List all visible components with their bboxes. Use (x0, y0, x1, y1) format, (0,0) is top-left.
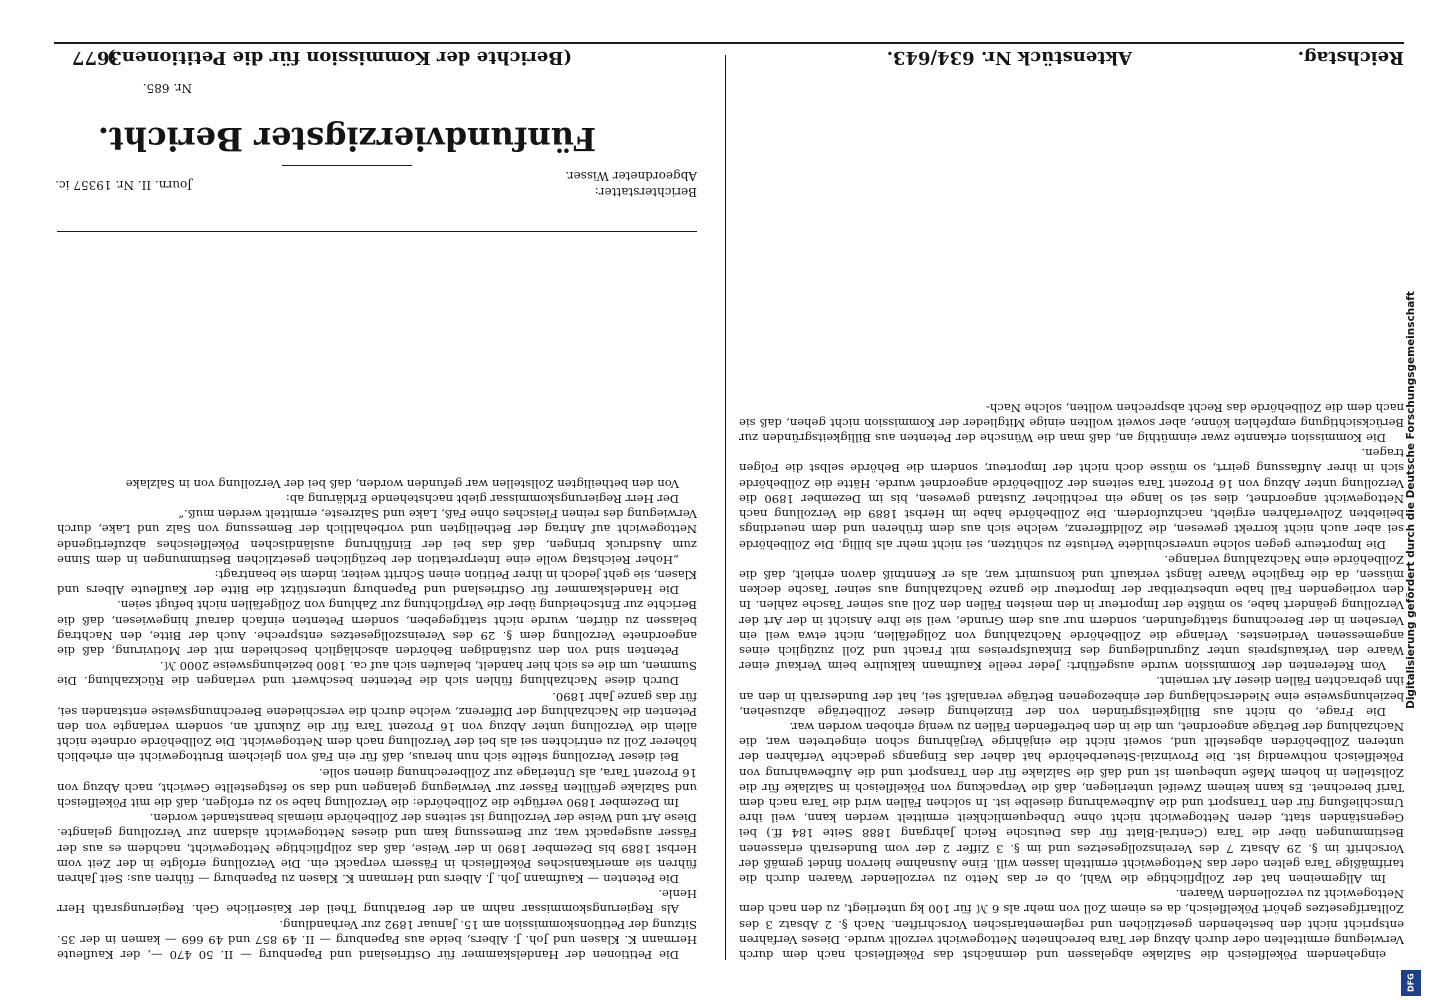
paragraph: eingehendem Pökelfleisch die Salzlake abgelassen und demnächst das Pökelfleisch nach dem durch Verwiegung ermittelten oder durch Abzug der Tara berechneten Nettogewicht verzollt wurde. Dieses Verfahren entspricht nicht den bestehenden gesetzlichen und reglementarischen Vorschriften. Nach §. 2 Absatz 3 des Zolltarifgesetzes gehört Pökelfleisch, da es einem Zoll von mehr als 6 ℳ für 100 kg unterliegt, zu den nach dem Nettogewicht zu verzollenden Waaren. (739, 887, 1404, 962)
article-title: Fünfundvierzigster Bericht. (97, 120, 597, 158)
credit-text: Digitalisierung gefördert durch die Deutsche Forschungsgemeinschaft (1405, 291, 1417, 709)
paragraph: Durch diese Nachzahlung fühlen sich die Petenten beschwert und verlangen die Rückzahlung. Die Summen, um die es sich hier handelt, belaufen sich auf ca. 1800 beziehungsweise 2000 ℳ. (57, 659, 697, 689)
title-rule (282, 165, 412, 166)
header-left: Reichstag. (1297, 47, 1404, 68)
reporter-rule (57, 231, 697, 232)
paragraph: Der Herr Regierungskommissar giebt nachstehende Erklärung ab: (285, 491, 679, 506)
header-rule (54, 42, 1404, 44)
paragraph: Im Allgemeinen hat der Zollpflichtige die Wahl, ob er das Netto zu verzollender Waaren durch die tarifmäßige Tara gelten oder das Nettogewicht ermitteln lassen will. Eine Ausnahme hiervon findet gemäß der Vorschrift im §. 29 Absatz 7 des Vereinszollgesetzes und im §. 3 Ziffer 2 der vom Bundesrath erlassenen Bestimmungen über die Tara (Central-Blatt für das Deutsche Reich Jahrgang 1888 Seite 184 ff.) bei Gegenständen statt, deren Nettogewicht nicht ohne Unbequemlichkeit ermittelt werden kann, weil ihre Umschließung für den Transport und die Aufbewahrung dieselbe ist. In solchen Fällen wird die Tara nach dem Tarif berechnet. Es kann keinem Zweifel unterliegen, daß die Verpackung von Pökelfleisch in Salzlake für die Zollstellen in hohem Maße unbequem ist und daß die Salzlake für den Transport und die Aufbewahrung von Pökelfleisch nothwendig ist. Die Provinzial-Steuerbehörde hat daher das Eingangs gedachte Verfahren der unteren Zollbehörden abgestellt und, soweit nicht die einjährige Verjährung schon eingetreten war, die Nachzahlung der Beträge angeordnet, um die in den betreffenden Fällen zu wenig erhoben worden war. (739, 719, 1404, 886)
digitization-credit (1399, 4, 1423, 996)
paragraph: Die Importeure gegen solche unverschuldete Verluste zu schützen, sei nicht mehr als billig. Die Zollbehörde sei aber auch nicht korrekt gewesen, die Zolldifferenz, welche sich aus dem früheren und dem neuerdings beliebten Zollverfahren ergiebt, nachzufordern. Die Zollbehörde habe im Herbst 1889 die Verzollung nach Nettogewicht angeordnet, dies sei so lange ein rechtlicher Zustand gewesen, bis im Dezember 1890 die Verzollung unter Abzug von 16 Prozent Tara seitens der Zollbehörde angeordnet wurde. Hätte die Zollbehörde sich in ihrer Auffassung geirrt, so müsse doch nicht der Importeur, sondern die Behörde selbst die Folgen tragen. (739, 446, 1404, 552)
paragraph: Vom Referenten der Kommission wurde ausgeführt: Jeder reelle Kaufmann kalkulire beim Verkauf einer Waare den Verkaufspreis unter Zugrundlegung des Einkaufspreises mit Fracht und Zoll zuzüglich eines angemessenen Verdienstes. Verlange die Zollbehörde Nachzahlung von Zollgefällen, nicht etwa weil ein Versehen in der Berechnung stattgefunden, sondern nur aus dem Grunde, weil sie ihre Ansicht in der Art der Verzollung geändert habe, so müßte der Importeur in den meisten Fällen den Zoll aus seiner Tasche zahlen. In den vorliegenden Fall habe unbestreitbar der Importeur die ganze Nachzahlung aus seiner Tasche decken müssen, da die fragliche Waare längst verkauft und konsumirt war, als er Kenntniß davon erhielt, daß die Zollbehörde eine Nachzahlung verlange. (739, 552, 1404, 674)
reporter-label: Berichterstatter: (594, 185, 697, 199)
paragraph: Die Petitionen der Handelskammer für Ostfriesland und Papenburg — II. 50 470 —, der Kaufleute Hermann K. Klasen und Joh. J. Albers, beide aus Papenburg — II. 49 857 und 49 669 — kamen in der 35. Sitzung der Petitionskommission am 15. Januar 1892 zur Verhandlung. (57, 917, 697, 962)
header-right: (Berichte der Kommission für die Petitionen.) (107, 47, 572, 68)
paragraph: Die Petenten — Kaufmann Joh. J. Albers und Hermann K. Klasen zu Papenburg — führen aus: Seit Jahren führen sie amerikanisches Pökelfleisch in Fässern verpackt ein. Die Verzollung erfolgte in der Zeit vom Herbst 1889 bis Dezember 1890 in der Weise, daß das zollpflichtige Nettogewicht, nachdem es aus der Fässer ausgepackt war, zur Bemessung kam und dieses Nettogewicht alsdann zur Verzollung gelangte. Diese Art und Weise der Verzollung ist seitens der Zollbehörde niemals beanstandet worden. (57, 811, 697, 886)
paragraph: Als Regierungskommissar nahm an der Berathung Theil der Kaiserliche Geh. Regierungsrath Herr Henle. (57, 887, 697, 917)
left-column-text (57, 240, 697, 962)
journal-reference: Journ. II. Nr. 19357 ic. (55, 178, 192, 192)
paragraph: Die Frage, ob nicht aus Billigkeitsgründen von der Einziehung dieser Zollbeträge abzusehen, beziehungsweise eine Niederschlagung der einbezogenen Beträge veranlaßt sei, hat der Bundesrath in den an ihn gebrachten Fällen dieser Art verneint. (739, 674, 1404, 719)
paragraph: Im Dezember 1890 verfügte die Zollbehörde: die Verzollung habe so zu erfolgen, daß die mit Pökelfleisch und Salzlake gefüllten Fässer zur Verwiegung gelangen und das so festgestellte Gewicht, nach Abzug von 16 Prozent Tara, als Unterlage zur Zollberechnung dienen solle. (57, 765, 697, 810)
column-divider (725, 55, 726, 960)
paragraph: Die Kommission erkannte zwar einmüthig an, daß man die Wünsche der Petenten aus Billigkeitsgründen zur Berücksichtigung empfehlen könne, aber soweit wollten einige Mitglieder der Kommission nicht gehen, daß sie nach dem die Zollbehörde das Recht absprechen wollten, solche Nach- (739, 400, 1404, 446)
reporter-name: Abgeordneter Wisser. (565, 169, 697, 183)
paragraph: Bei dieser Verzollung stellte sich nun heraus, daß für ein Faß von gleichem Bruttogewicht ein erheblich höherer Zoll zu entrichten sei als bei der Verzollung nach dem Nettogewicht. Die Zollbehörde ordnete nicht allein die Verzollung unter Abzug von 16 Prozent Tara für die Zukunft an, sondern verlangte von den Petenten die Nachzahlung der Differenz, welche durch die verschiedene Berechnungsweise entstanden sei, für das ganze Jahr 1890. (57, 689, 697, 765)
page-number: 3677 (71, 47, 122, 68)
paragraph: Petenten sind von den zuständigen Behörden abschläglich beschieden mit der Motivirung, daß die angeordnete Verzollung dem §. 29 des Vereinszollgesetzes entspreche. Auch der Bitte, den Nachtrag belassen zu dürfen, wurde nicht stattgegeben, sondern Petenten einfach darauf hingewiesen, daß die Berichte zur Entscheidung über die Verpflichtung zur Zahlung von Zollgefällen nicht befugt seien. (57, 598, 697, 658)
paragraph: Von den betheiligten Zollstellen war gefunden worden, daß bei der Verzollung von in Salzlake (125, 476, 679, 491)
header-center: Aktenstück Nr. 634/643. (886, 47, 1132, 68)
dfg-logo: DFG (1401, 970, 1421, 996)
article-number: Nr. 685. (142, 81, 192, 95)
reporter-block (397, 168, 697, 200)
paragraph: „Hoher Reichstag wolle eine Interpretation der bezüglichen gesetzlichen Bestimmungen in dem Sinne zum Ausdruck bringen, daß das bei der Einführung ausländischen Pökelfleisches abzufertigende Nettogewicht auf Antrag der Betheiligten und vorbehaltlich der Bemessung von Salz und Lake, durch Verwiegung des reinen Fleisches ohne Faß, Lake und Salzreste, ermittelt werden muß.“ (57, 507, 697, 567)
right-column-text (739, 57, 1404, 962)
paragraph: Die Handelskammer für Ostfriesland und Papenburg unterstützt die Bitte der Kaufleute Albers und Klasen, sie geht jedoch in ihrer Petition einen Schritt weiter, indem sie beantragt: (57, 567, 697, 598)
